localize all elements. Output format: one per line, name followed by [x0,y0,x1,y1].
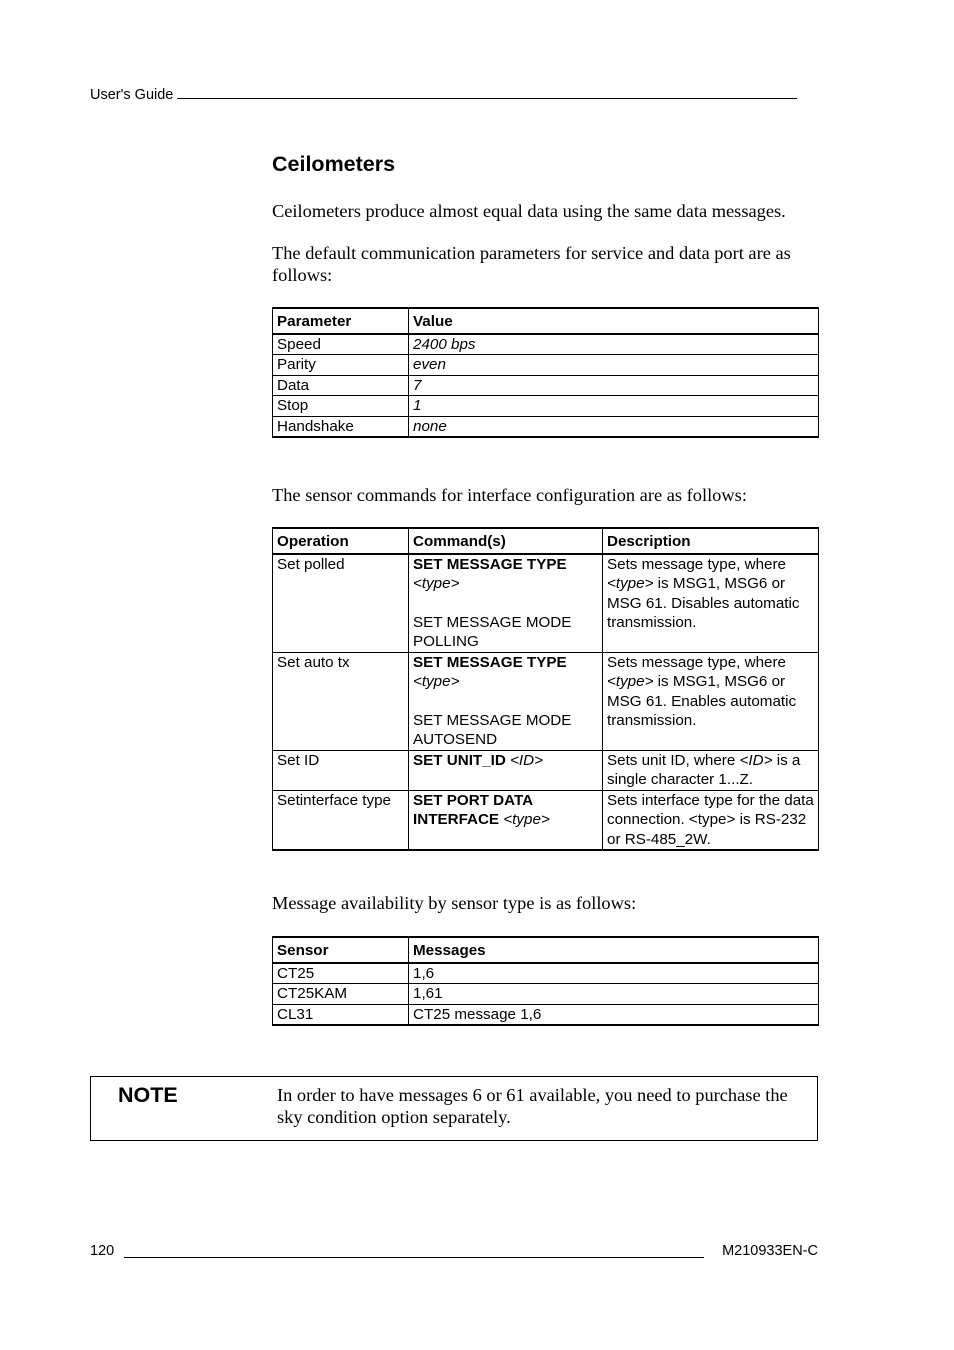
comm-parameters-table [272,307,819,438]
table-row [273,750,819,790]
column-header: Parameter [273,308,409,334]
command-extra: SET MESSAGE MODE [413,711,572,729]
messages-cell: 1,6 [409,963,819,984]
sensor-commands-table [272,527,819,851]
table-row [273,334,819,355]
description-text: Sets message type, where [607,653,786,671]
table-row [273,416,819,437]
command-parameter: <type> [413,575,460,592]
parameter-cell: Speed [273,334,409,355]
column-header: Description [603,528,819,554]
description-param: <ID> [739,751,773,769]
value-cell: 2400 bps [409,334,819,355]
message-availability-table [272,936,819,1026]
parameter-cell: Stop [273,396,409,417]
description-text: is MSG1, MSG6 or MSG 61. Disables automatic transmission. [607,575,800,631]
description-text: Sets unit ID, where [607,751,740,769]
section-title: Ceilometers [272,152,396,176]
command-parameter: <type> [413,673,460,690]
column-header: Value [409,308,819,334]
table-header-row [273,308,819,334]
document-code: M210933EN-C [722,1243,818,1259]
column-header: Sensor [273,937,409,963]
description-param: <type> [607,673,654,690]
table-row [273,1004,819,1025]
table-row [273,984,819,1005]
table-header-row [273,528,819,554]
command-cell [409,652,603,750]
command-cell [409,554,603,653]
command-keyword: SET MESSAGE TYPE [413,653,567,671]
table-row [273,652,819,750]
operation-cell: Set ID [273,750,409,790]
description-cell [603,554,819,653]
table-row [273,790,819,850]
table-row [273,963,819,984]
operation-cell: Setinterface type [273,790,409,850]
table-row [273,355,819,376]
table-row [273,375,819,396]
sensor-cell: CT25 [273,963,409,984]
table-row [273,396,819,417]
column-header: Command(s) [409,528,603,554]
description-cell [603,652,819,750]
column-header: Operation [273,528,409,554]
table-header-row [273,937,819,963]
command-extra: AUTOSEND [413,731,498,748]
command-keyword: SET MESSAGE TYPE [413,555,567,573]
description-text: Sets message type, where [607,555,786,573]
description-text: is MSG1, MSG6 or MSG 61. Enables automatic transmission. [607,673,797,729]
value-cell: 7 [409,375,819,396]
parameter-cell: Data [273,375,409,396]
table-row [273,554,819,653]
note-text: In order to have messages 6 or 61 available, you need to purchase the sky condition option separately. [277,1085,788,1127]
description-cell: Sets interface type for the data connection. <type> is RS-232 or RS-485_2W. [603,790,819,850]
parameter-cell: Parity [273,355,409,376]
value-cell: none [409,416,819,437]
parameter-cell: Handshake [273,416,409,437]
running-header [90,86,818,103]
comm-intro-paragraph: The default communication parameters for service and data port are as follows: [272,243,791,285]
sensor-cell: CT25KAM [273,984,409,1005]
footer-rule [124,1257,704,1258]
messages-cell: 1,61 [409,984,819,1005]
value-cell: even [409,355,819,376]
command-cell [409,750,603,790]
commands-intro-paragraph: The sensor commands for interface configuration are as follows: [272,485,747,505]
value-cell: 1 [409,396,819,417]
description-cell [603,750,819,790]
command-extra: SET MESSAGE MODE [413,613,572,631]
command-extra: POLLING [413,633,479,650]
note-label: NOTE [118,1083,178,1107]
intro-paragraph: Ceilometers produce almost equal data using the same data messages. [272,201,786,221]
sensor-cell: CL31 [273,1004,409,1025]
page-number: 120 [90,1243,115,1259]
header-rule [177,86,797,99]
description-text: is a single character 1...Z. [607,751,801,788]
header-title: User's Guide [90,87,174,103]
command-cell [409,790,603,850]
messages-cell: CT25 message 1,6 [409,1004,819,1025]
column-header: Messages [409,937,819,963]
command-parameter: <type> [503,811,550,828]
command-keyword: SET UNIT_ID [413,751,506,769]
operation-cell: Set auto tx [273,652,409,750]
messages-intro-paragraph: Message availability by sensor type is as follows: [272,893,637,913]
command-parameter: <ID> [510,751,543,769]
command-keyword: SET PORT DATA INTERFACE [413,791,533,828]
note-box [90,1076,818,1141]
operation-cell: Set polled [273,554,409,653]
description-param: <type> [607,575,654,592]
